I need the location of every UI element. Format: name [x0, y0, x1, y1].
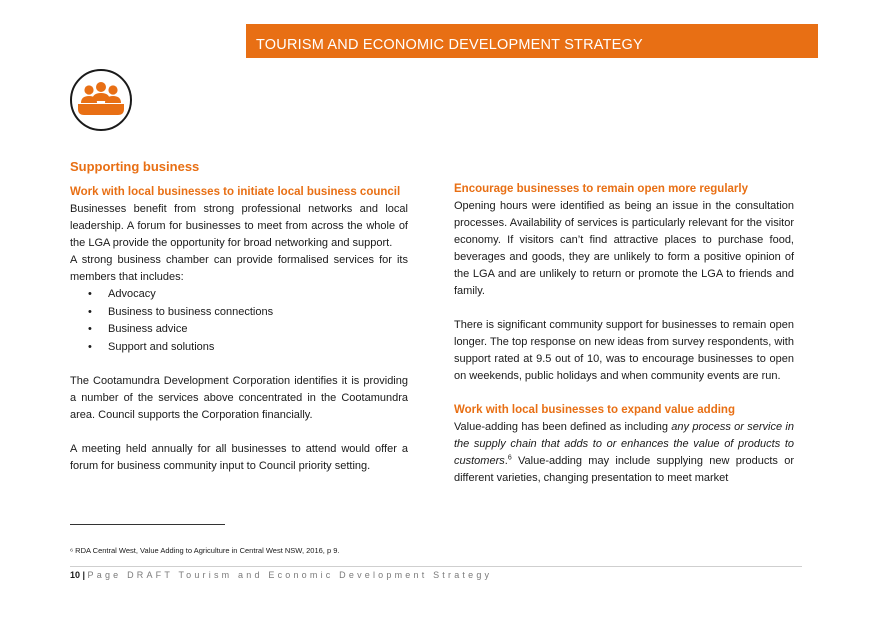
left-paragraph-3: The Cootamundra Development Corporation identifies it is providing a number of the services above concentrated in the Cootamundra area. Council supports the Corporation financially. — [70, 375, 408, 421]
right-subheading-2: Work with local businesses to expand value adding — [454, 404, 735, 416]
bullet-icon: • — [88, 288, 92, 300]
right-paragraph-2: There is significant community support for businesses to remain open longer. The top response on new ideas from survey respondents, with support rated at 9.5 out of 10, was to encourage businesses to open on weekends, public holidays and when community events are run. — [454, 319, 794, 382]
list-item-label: Advocacy — [108, 288, 156, 300]
right-subheading-1: Encourage businesses to remain open more regularly — [454, 183, 748, 195]
list-item — [70, 321, 408, 339]
para3-end: Value-adding may include supplying new products or different varieties, changing presentation to meet market — [454, 455, 794, 484]
right-paragraph-3 — [454, 419, 794, 487]
para3-start: Value-adding has been defined as including — [454, 421, 672, 433]
page-number: 10 — [70, 570, 81, 580]
list-item — [70, 286, 408, 304]
list-item-label: Business advice — [108, 323, 188, 335]
header-title: TOURISM AND ECONOMIC DEVELOPMENT STRATEGY — [256, 37, 643, 53]
left-paragraph-1: Businesses benefit from strong professional networks and local leadership. A forum for businesses to meet from across the whole of the LGA provide the opportunity for broad networking and support. — [70, 203, 408, 249]
right-paragraph-1: Opening hours were identified as being an issue in the consultation processes. Availability of services is particularly relevant for the visitor economy. If visitors can’t find attractive places to purchase food, beverages and goods, they are unlikely to form a positive opinion of the LGA and are unlikely to return or promote the LGA to friends and family. — [454, 200, 794, 297]
value-adding-definition: any process or service in the supply chain that adds to or enhances the value of products to customers — [454, 421, 794, 467]
bullet-icon: • — [88, 305, 92, 318]
para3-dot: . — [504, 455, 508, 467]
left-paragraph-2: A strong business chamber can provide formalised services for its members that includes: — [70, 254, 408, 283]
list-item-label: Support and solutions — [108, 340, 215, 353]
footer-divider — [70, 566, 802, 567]
list-item-label: Business to business connections — [108, 305, 274, 318]
bullet-icon: • — [88, 340, 92, 353]
footer-text: Page DRAFT Tourism and Economic Development Strategy — [87, 570, 493, 580]
people-meeting-icon — [70, 69, 132, 131]
right-column — [454, 181, 794, 487]
footnote-rule — [70, 524, 225, 525]
left-subheading: Work with local businesses to initiate local business council — [70, 186, 401, 198]
bullet-icon: • — [88, 323, 92, 335]
list-item — [70, 304, 408, 322]
footnote: ⁶ RDA Central West, Value Adding to Agriculture in Central West NSW, 2016, p 9. — [70, 546, 340, 555]
section-title: Supporting business — [70, 159, 200, 174]
services-list — [70, 286, 408, 356]
page-footer — [70, 570, 492, 580]
footnote-reference[interactable]: 6 — [507, 454, 512, 462]
footer-separator: | — [80, 570, 88, 580]
left-paragraph-4: A meeting held annually for all businesses to attend would offer a forum for business community input to Council priority setting. — [70, 443, 408, 472]
left-column — [70, 184, 408, 475]
header-banner — [246, 24, 818, 58]
list-item — [70, 339, 408, 357]
